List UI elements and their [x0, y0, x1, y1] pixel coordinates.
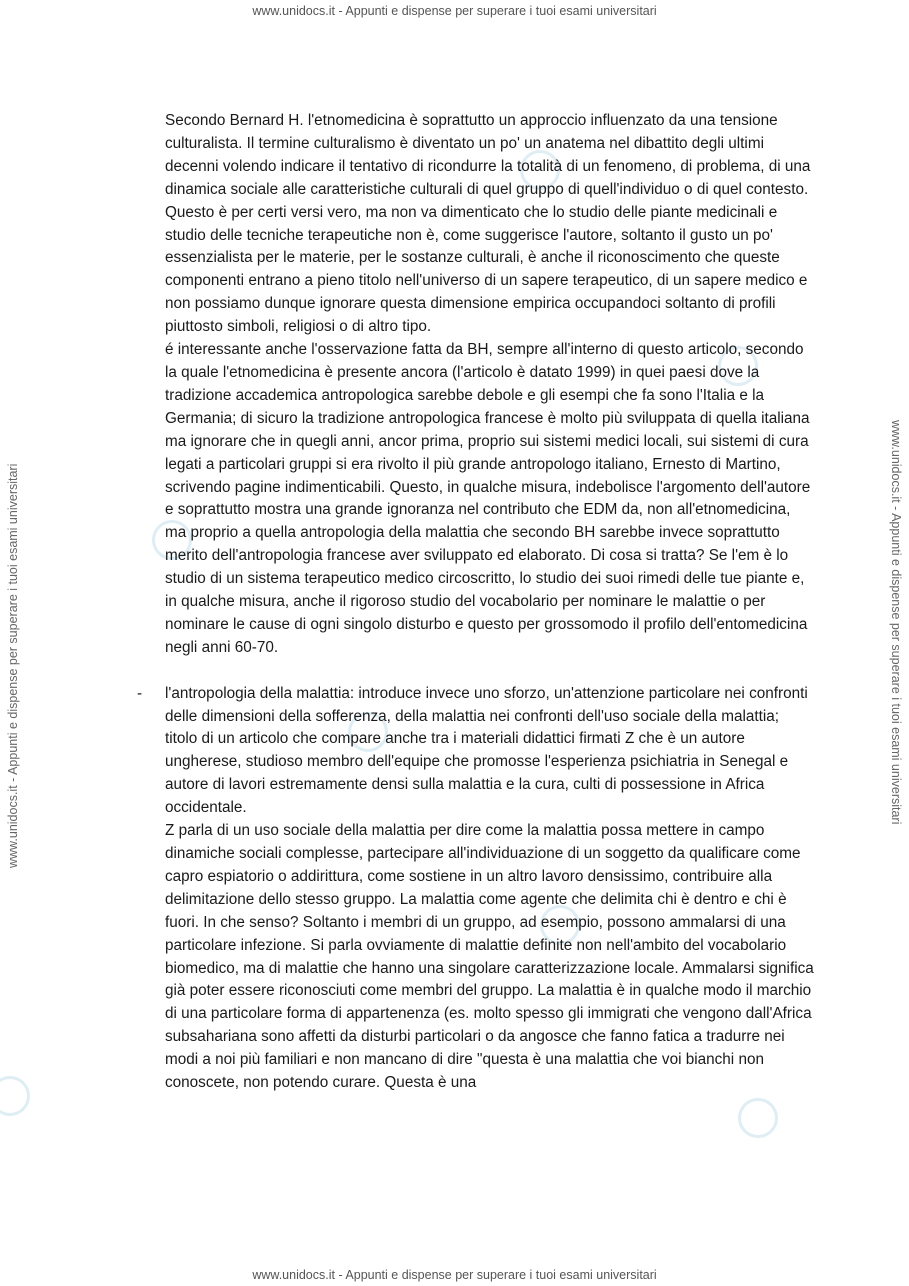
watermark-right-margin: www.unidocs.it - Appunti e dispense per superare i tuoi esami universitari	[889, 420, 903, 825]
bullet-marker: -	[137, 684, 143, 702]
watermark-logo-icon	[738, 1098, 778, 1138]
bullet-paragraph: Z parla di un uso sociale della malattia per dire come la malattia possa mettere in campo dinamiche sociali complesse, partecipare all'individuazione di un soggetto da qualificare come capro espiatorio o addirittura, come sostiene in un altro lavoro densissimo, contribuire alla delimitazione dello stesso gruppo. La malattia come agente che delimita chi è dentro e chi è fuori. In che senso? Soltanto i membri di un gruppo, ad esempio, possono ammalarsi di una particolare infezione. Si parla ovviamente di malattie definite non nell'ambito del vocabolario biomedico, ma di malattie che hanno una singolare caratterizzazione locale. Ammalarsi significa già poter essere riconosciuti come membri del gruppo. La malattia è in qualche modo il marchio di una particolare forma di appartenenza (es. molto spesso gli immigrati che vengono dall'Africa subsahariana sono affetti da disturbi particolari o da angosce che fanno fatica a tradurre nei modi a noi più familiari e non mancano di dire "questa è una malattia che voi bianchi non conoscete, non potendo curare. Questa è una	[165, 822, 814, 1092]
bullet-paragraph: l'antropologia della malattia: introduce invece uno sforzo, un'attenzione particolare nei confronti delle dimensioni della sofferenza, della malattia nei confronti dell'uso sociale della malattia; titolo di un articolo che compare anche tra i materiali didattici firmati Z che è un autore ungherese, studioso membro dell'equipe che promosse l'esperienza psichiatria in Senegal e autore di lavori estremamente densi sulla malattia e la cura, culti di possessione in Africa occidentale.	[165, 684, 808, 817]
document-body	[137, 110, 815, 1095]
paragraph: é interessante anche l'osservazione fatta da BH, sempre all'interno di questo articolo, secondo la quale l'etnomedicina è presente ancora (l'articolo è datato 1999) in quei paesi dove la tradizione accademica antropologica sarebbe debole e gli esempi che fa sono l'Italia e la Germania; di sicuro la tradizione antropologica francese è molto più sviluppata di quella italiana ma ignorare che in quegli anni, ancor prima, proprio sui sistemi medici locali, sui sistemi di cura legati a particolari gruppi si era rivolto il più grande antropologo italiano, Ernesto di Martino, scrivendo pagine indimenticabili. Questo, in qualche misura, indebolisce l'argomento dell'autore e soprattutto mostra una grande ignoranza nel contributo che EDM da, non all'etnomedicina, ma proprio a quella antropologia della malattia che secondo BH sarebbe invece soprattutto merito dell'antropologia francese aver sviluppato ed elaborato. Di cosa si tratta? Se l'em è lo studio di un sistema terapeutico medico circoscritto, lo studio dei suoi rimedi delle tue piante e, in qualche misura, anche il rigoroso studio del vocabolario per nominare le malattie o per nominare le cause di ogni singolo disturbo e questo per grossomodo il profilo dell'entomedicina negli anni 60-70.	[165, 341, 811, 656]
paragraph: Secondo Bernard H. l'etnomedicina è soprattutto un approccio influenzato da una tensione culturalista. Il termine culturalismo è diventato un po' un anatema nel dibattito degli ultimi decenni volendo indicare il tentativo di ricondurre la totalità di un fenomeno, di problema, di una dinamica sociale alle caratteristiche culturali di quel gruppo di quell'individuo o di quel contesto. Questo è per certi versi vero, ma non va dimenticato che lo studio delle piante medicinali e studio delle tecniche terapeutiche non è, come suggerisce l'autore, soltanto il gusto un po' essenzialista per le materie, per le sostanze culturali, è anche il riconoscimento che queste componenti entrano a pieno titolo nell'universo di un sapere terapeutico, di un sapere medico e non possiamo dunque ignorare questa dimensione empirica occupandoci soltanto di profili piuttosto simboli, religiosi o di altro tipo.	[165, 112, 811, 336]
watermark-left-margin: www.unidocs.it - Appunti e dispense per superare i tuoi esami universitari	[6, 463, 20, 868]
watermark-logo-icon	[0, 1076, 30, 1116]
paragraph-spacer	[165, 660, 815, 683]
watermark-footer: www.unidocs.it - Appunti e dispense per superare i tuoi esami universitari	[252, 1268, 657, 1282]
bullet-item	[137, 683, 815, 1095]
watermark-header: www.unidocs.it - Appunti e dispense per superare i tuoi esami universitari	[252, 4, 657, 18]
